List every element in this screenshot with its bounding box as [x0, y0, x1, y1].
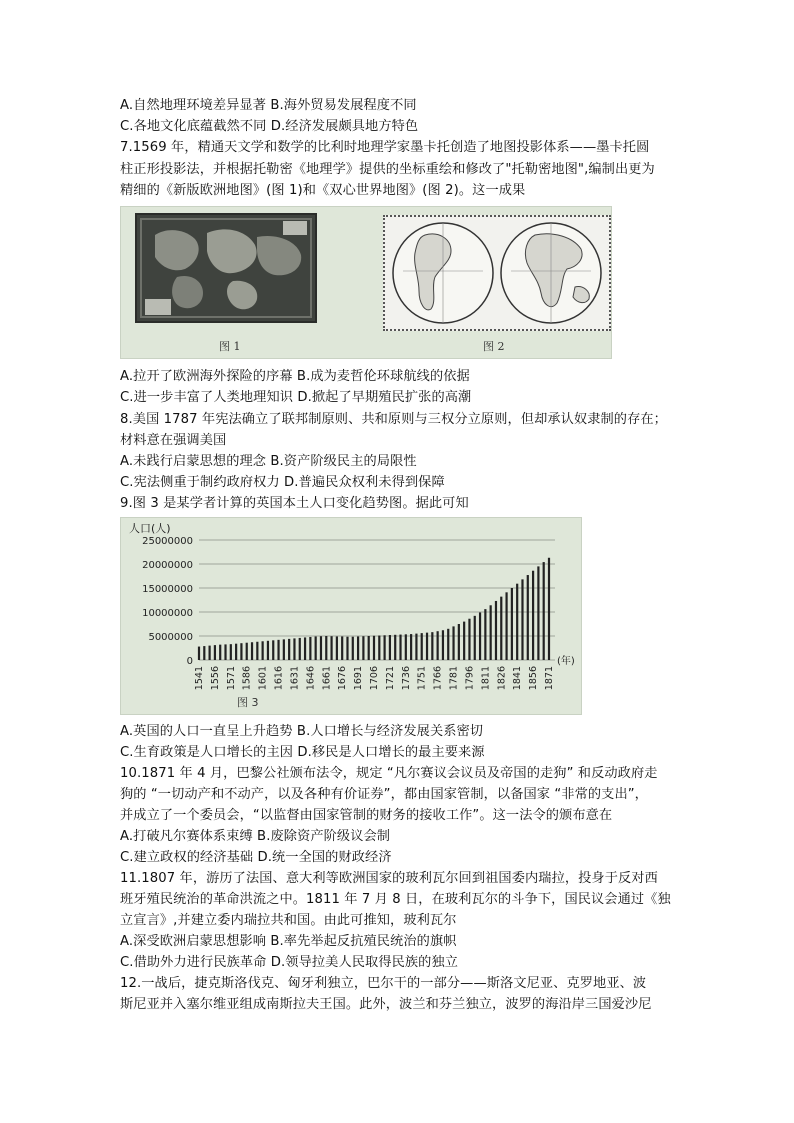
bar	[299, 638, 301, 660]
x-tick-label: 1556	[209, 666, 221, 691]
x-tick-label: 1541	[194, 666, 205, 691]
bar	[320, 636, 322, 660]
x-tick-label: 1676	[337, 666, 349, 691]
bar	[405, 634, 407, 660]
bar	[373, 636, 375, 660]
bar	[272, 640, 274, 660]
x-tick-label: 1796	[464, 666, 476, 691]
bar	[431, 632, 433, 660]
q9-stem: 9.图 3 是某学者计算的英国本土人口变化趋势图。据此可知	[120, 496, 469, 511]
x-axis-label: (年)	[557, 656, 575, 667]
population-bar-chart	[121, 518, 581, 714]
y-tick-label: 0	[186, 656, 193, 667]
bar	[203, 646, 205, 660]
bar	[368, 636, 370, 660]
q10-stem-line-2: 狗的 “一切动产和不动产，以及各种有价证券”，都由国家管制，以备国家 “非常的支出”，	[120, 787, 648, 802]
q11-stem-line-1: 11.1807 年，游历了法国、意大利等欧洲国家的玻利瓦尔回到祖国委内瑞拉，投身于反对西	[120, 871, 658, 886]
bar	[352, 637, 354, 660]
bar	[516, 584, 518, 660]
bar	[495, 601, 497, 660]
bar	[490, 605, 492, 660]
bar	[267, 641, 269, 660]
bar	[230, 644, 232, 660]
bar	[421, 633, 423, 660]
q9-options-cd: C.生育政策是人口增长的主因 D.移民是人口增长的最主要来源	[120, 745, 485, 760]
q9-options-ab: A.英国的人口一直呈上升趋势 B.人口增长与经济发展关系密切	[120, 724, 484, 739]
bar	[479, 612, 481, 660]
y-tick-label: 10000000	[142, 608, 193, 619]
double-hemisphere-world-map-image	[383, 215, 611, 331]
q7-figure	[120, 206, 612, 359]
q7-stem-line-2: 柱正形投影法，并根据托勒密《地理学》提供的坐标重绘和修改了"托勒密地图",编制出更为	[120, 162, 655, 177]
y-axis-label: 人口(人)	[129, 522, 171, 535]
bar	[378, 636, 380, 660]
q11-options-cd: C.借助外力进行民族革命 D.领导拉美人民取得民族的独立	[120, 955, 459, 970]
bar	[505, 592, 507, 660]
x-tick-label: 1751	[416, 666, 428, 691]
x-tick-label: 1691	[353, 666, 365, 691]
q7-stem-line-1: 7.1569 年，精通天文学和数学的比利时地理学家墨卡托创造了地图投影体系——墨卡托圆	[120, 140, 650, 155]
x-tick-label: 1661	[321, 666, 333, 691]
x-tick-label: 1706	[369, 666, 380, 691]
y-tick-label: 20000000	[142, 560, 193, 571]
bar	[474, 616, 476, 660]
q10-stem-line-3: 并成立了一个委员会，“以监督由国家管制的财务的接收工作”。这一法令的颁布意在	[120, 808, 613, 823]
q10-options-ab: A.打破凡尔赛体系束缚 B.废除资产阶级议会制	[120, 829, 391, 844]
new-europe-map-image	[135, 213, 317, 323]
x-tick-label: 1631	[289, 666, 301, 691]
bar	[442, 630, 444, 660]
bar	[389, 635, 391, 660]
q7-options-ab: A.拉开了欧洲海外探险的序幕 B.成为麦哲伦环球航线的依据	[120, 369, 470, 384]
bar	[521, 579, 523, 660]
bar	[415, 634, 417, 660]
bar	[330, 636, 332, 660]
q6-options-cd: C.各地文化底蕴截然不同 D.经济发展颇具地方特色	[120, 119, 419, 134]
chart-caption: 图 3	[237, 696, 259, 709]
bar	[458, 624, 460, 660]
bar	[532, 571, 534, 660]
q10-options-cd: C.建立政权的经济基础 D.统一全国的财政经济	[120, 850, 392, 865]
bar	[336, 636, 338, 660]
q11-options-ab: A.深受欧洲启蒙思想影响 B.率先举起反抗殖民统治的旗帜	[120, 934, 457, 949]
y-tick-label: 5000000	[148, 632, 193, 643]
x-tick-label: 1601	[257, 666, 269, 691]
x-tick-label: 1736	[400, 666, 412, 691]
bar	[251, 642, 253, 660]
bar	[357, 636, 359, 660]
bar	[484, 609, 486, 660]
bar	[288, 639, 290, 660]
x-tick-label: 1721	[384, 666, 396, 691]
bar	[468, 619, 470, 660]
bar	[452, 626, 454, 660]
x-tick-label: 1811	[480, 666, 492, 691]
q8-stem-line-1: 8.美国 1787 年宪法确立了联邦制原则、共和原则与三权分立原则，但却承认奴隶制的存在；	[120, 412, 667, 427]
fig2-caption: 图 2	[483, 340, 505, 353]
bar	[246, 643, 248, 660]
q11-stem-line-2: 班牙殖民统治的革命洪流之中。1811 年 7 月 8 日，在玻利瓦尔的斗争下，国民议会通过《独	[120, 892, 671, 907]
bar	[341, 636, 343, 660]
q8-options-cd: C.宪法侧重于制约政府权力 D.普遍民众权利未得到保障	[120, 475, 445, 490]
x-tick-label: 1571	[225, 666, 237, 691]
x-tick-label: 1871	[544, 666, 555, 691]
bar	[283, 639, 285, 660]
bar	[362, 636, 364, 660]
bar	[548, 558, 550, 660]
bar	[399, 635, 401, 660]
population-chart-figure	[120, 517, 582, 715]
bar	[219, 645, 221, 660]
x-tick-label: 1856	[528, 666, 540, 691]
q12-stem-line-2: 斯尼亚并入塞尔维亚组成南斯拉夫王国。此外，波兰和芬兰独立，波罗的海沿岸三国爱沙尼	[120, 997, 652, 1012]
bar	[537, 566, 539, 660]
q11-stem-line-3: 立宣言》,并建立委内瑞拉共和国。由此可推知，玻利瓦尔	[120, 913, 457, 928]
bar	[527, 575, 529, 660]
q7-stem-line-3: 精细的《新版欧洲地图》(图 1)和《双心世界地图》(图 2)。这一成果	[120, 183, 526, 198]
x-tick-label: 1766	[432, 666, 444, 691]
bar	[198, 647, 200, 660]
bar	[500, 597, 502, 660]
bar	[262, 641, 264, 660]
bar	[426, 633, 428, 660]
y-tick-label: 25000000	[142, 536, 193, 547]
bar	[304, 637, 306, 660]
bar	[214, 645, 216, 660]
q10-stem-line-1: 10.1871 年 4 月，巴黎公社颁布法令，规定 “凡尔赛议会议员及帝国的走狗” 和反动政府走	[120, 766, 658, 781]
q8-stem-line-2: 材料意在强调美国	[120, 433, 227, 448]
bar	[346, 637, 348, 660]
x-tick-label: 1616	[273, 666, 285, 691]
bar	[511, 588, 513, 660]
q6-options-ab: A.自然地理环境差异显著 B.海外贸易发展程度不同	[120, 98, 417, 113]
bar	[256, 642, 258, 660]
bar	[384, 635, 386, 660]
q8-options-ab: A.未践行启蒙思想的理念 B.资产阶级民主的局限性	[120, 454, 417, 469]
bar	[309, 637, 311, 660]
x-tick-label: 1781	[448, 666, 460, 691]
bar	[293, 638, 295, 660]
bar	[543, 562, 545, 660]
fig1-caption: 图 1	[219, 340, 241, 353]
x-tick-label: 1586	[241, 666, 253, 691]
x-tick-label: 1826	[496, 666, 508, 691]
bar	[437, 631, 439, 660]
bar	[325, 636, 327, 660]
bar	[463, 622, 465, 660]
q12-stem-line-1: 12.一战后，捷克斯洛伐克、匈牙利独立，巴尔干的一部分——斯洛文尼亚、克罗地亚、波	[120, 976, 647, 991]
bar	[315, 636, 317, 660]
bar	[235, 644, 237, 660]
x-tick-label: 1646	[305, 666, 317, 691]
bar	[277, 640, 279, 660]
bar	[209, 646, 211, 660]
bar	[394, 635, 396, 660]
bar	[224, 644, 226, 660]
x-tick-label: 1841	[512, 666, 524, 691]
q7-options-cd: C.进一步丰富了人类地理知识 D.掀起了早期殖民扩张的高潮	[120, 390, 472, 405]
bar	[410, 634, 412, 660]
bar	[447, 629, 449, 660]
bar	[240, 643, 242, 660]
y-tick-label: 15000000	[142, 584, 193, 595]
